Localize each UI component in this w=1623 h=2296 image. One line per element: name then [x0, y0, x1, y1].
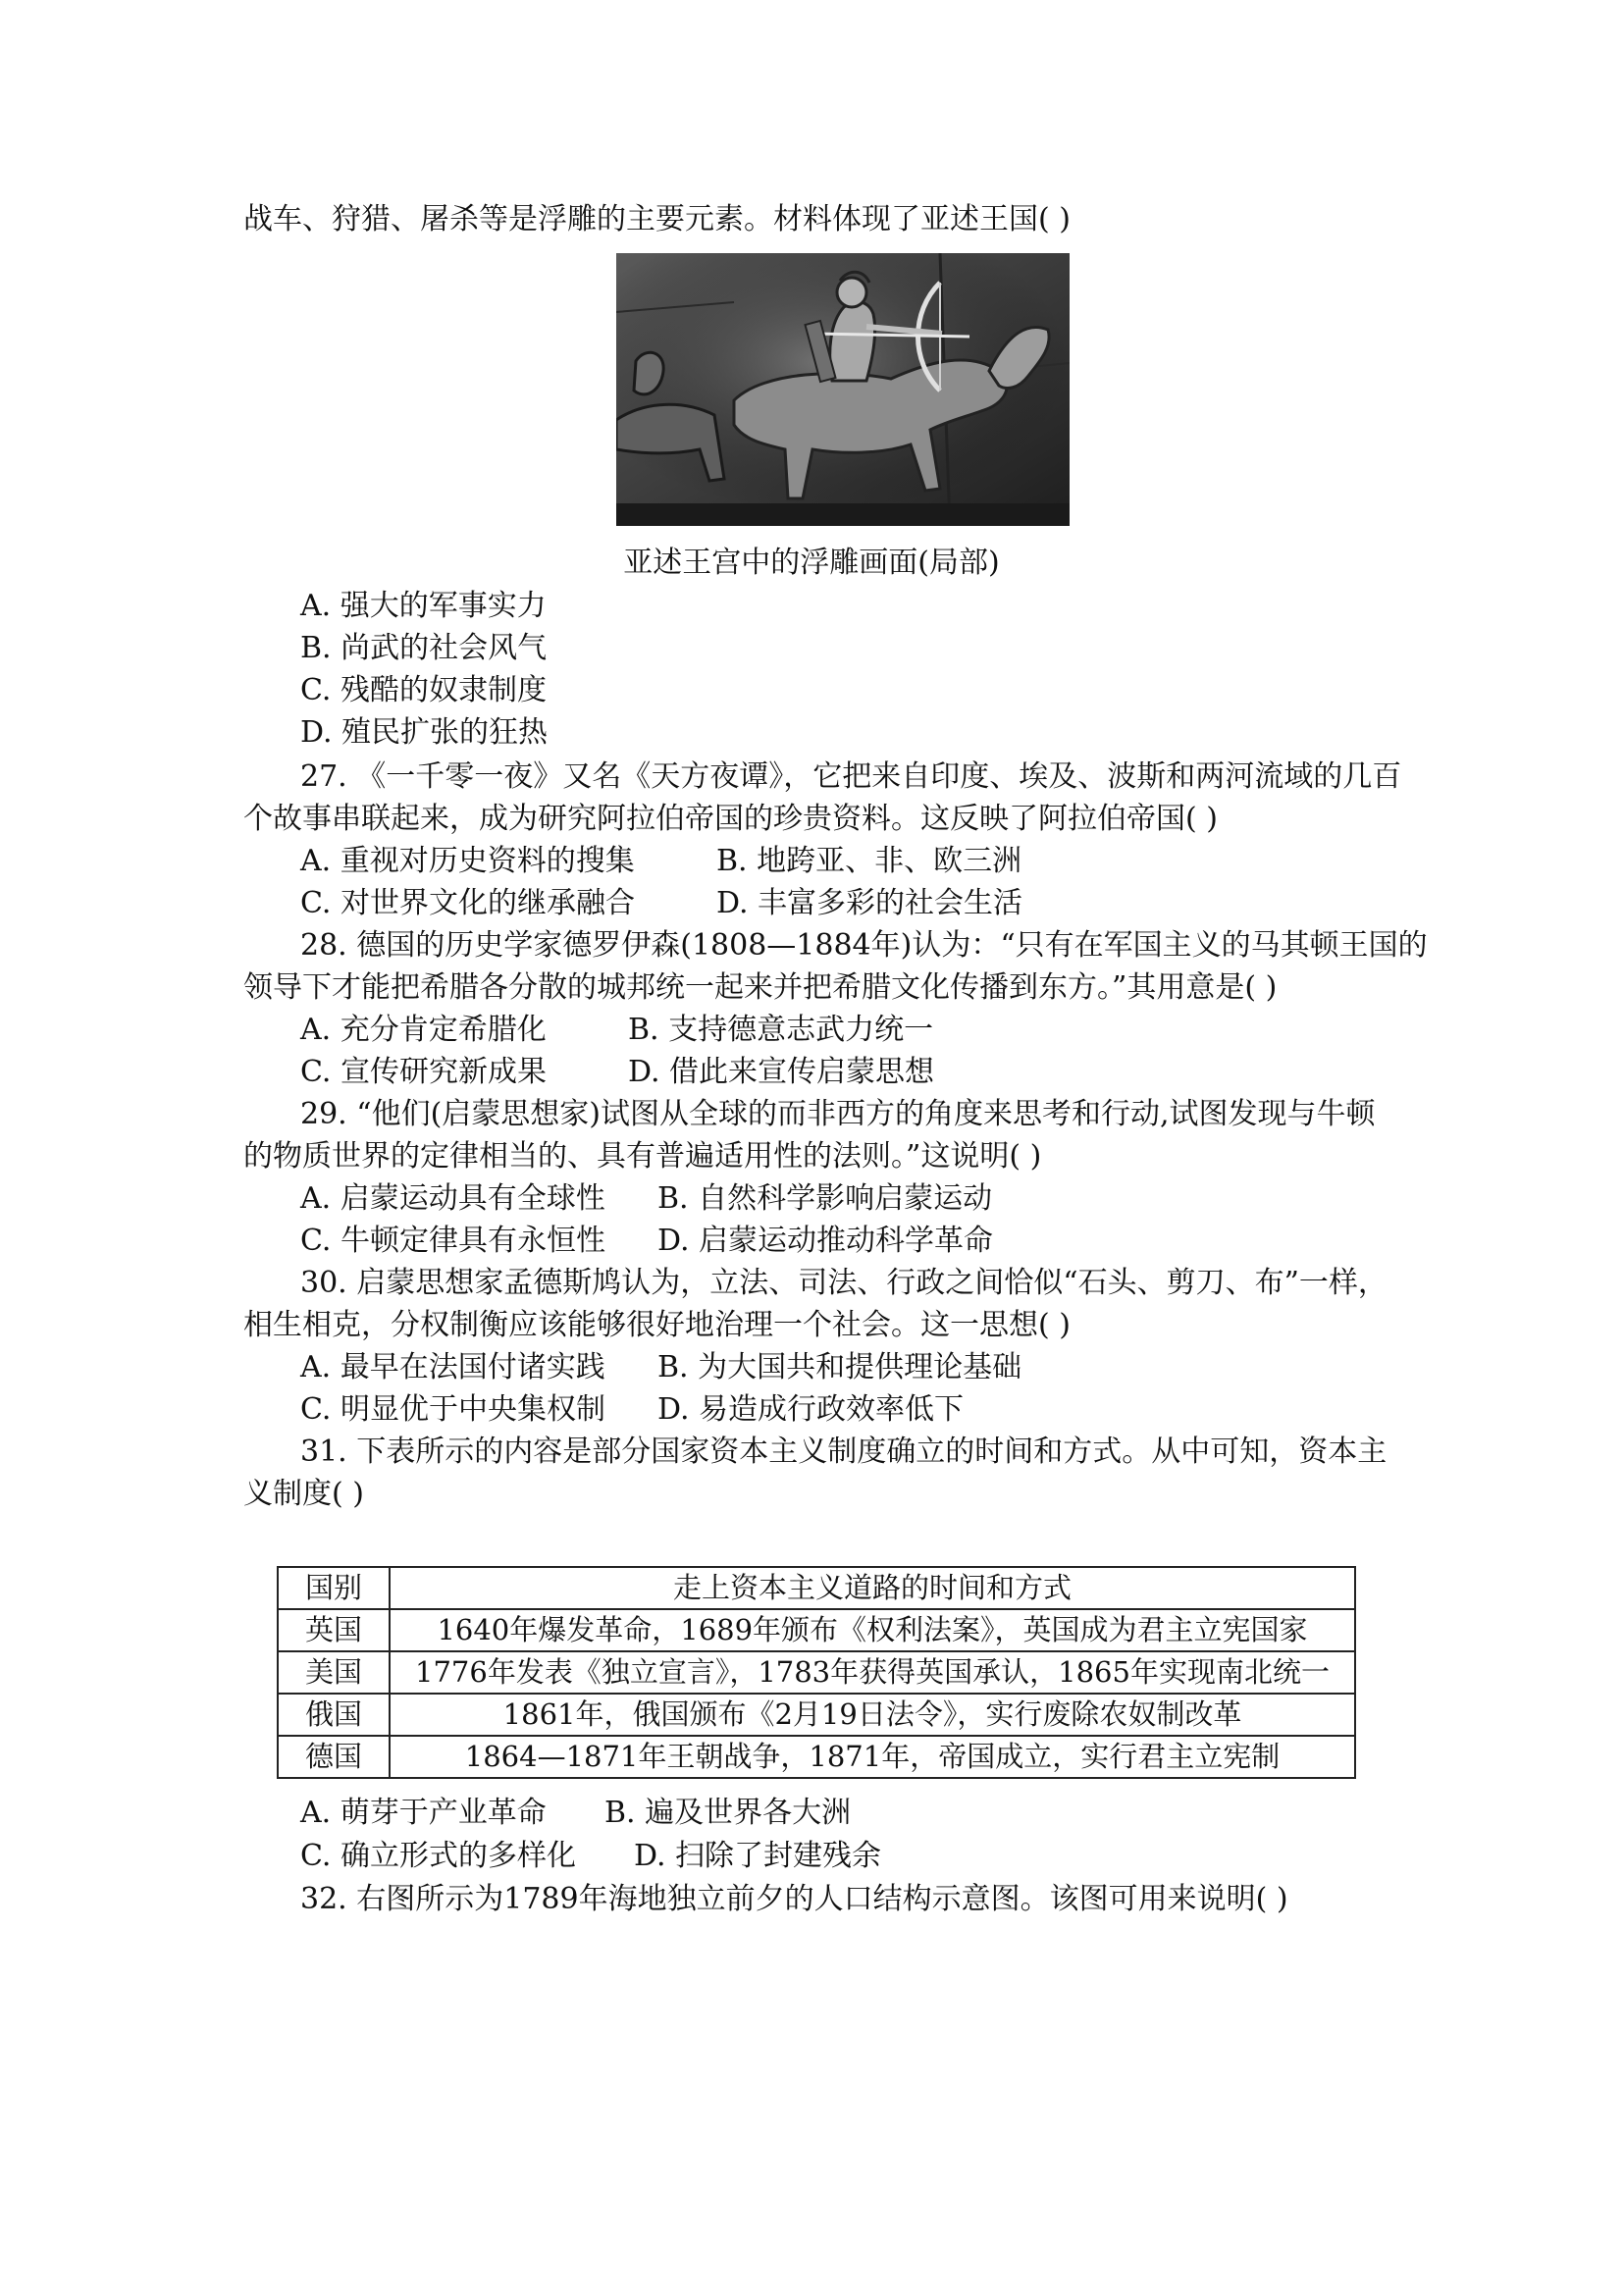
table-cell-country: 英国	[278, 1609, 390, 1651]
table-row	[278, 1736, 1355, 1778]
capitalism-table	[277, 1566, 1356, 1779]
table-header-row	[278, 1567, 1355, 1609]
q28-stem-line2: 领导下才能把希腊各分散的城邦统一起来并把希腊文化传播到东方。”其用意是( )	[243, 970, 1278, 1005]
q31-stem-line2: 义制度( )	[243, 1477, 364, 1511]
q29-option-b: B. 自然科学影响启蒙运动	[657, 1181, 993, 1216]
relief-picture	[616, 253, 1070, 526]
q27-stem-line1: 27. 《一千零一夜》又名《天方夜谭》，它把来自印度、埃及、波斯和两河流域的几百	[300, 759, 1402, 794]
table-cell-detail: 1776年发表《独立宣言》，1783年获得英国承认，1865年实现南北统一	[390, 1651, 1355, 1694]
table-cell-detail: 1861年，俄国颁布《2月19日法令》，实行废除农奴制改革	[390, 1694, 1355, 1736]
figure-caption: 亚述王宫中的浮雕画面(局部)	[623, 546, 1000, 580]
q28-option-a: A. 充分肯定希腊化	[300, 1013, 547, 1047]
table-cell-country: 德国	[278, 1736, 390, 1778]
q26-option-b: B. 尚武的社会风气	[300, 631, 548, 665]
table-header-cell: 国别	[278, 1567, 390, 1609]
q30-option-d: D. 易造成行政效率低下	[657, 1392, 965, 1427]
table-row	[278, 1651, 1355, 1694]
table-row	[278, 1694, 1355, 1736]
q29-stem-line1: 29. “他们(启蒙思想家)试图从全球的而非西方的角度来思考和行动,试图发现与牛顿	[300, 1097, 1376, 1131]
q29-option-d: D. 启蒙运动推动科学革命	[657, 1224, 994, 1258]
table-cell-country: 美国	[278, 1651, 390, 1694]
q26-option-c: C. 残酷的奴隶制度	[300, 673, 547, 707]
table-header-cell: 走上资本主义道路的时间和方式	[390, 1567, 1355, 1609]
q27-option-d: D. 丰富多彩的社会生活	[716, 886, 1023, 920]
q31-option-d: D. 扫除了封建残余	[634, 1839, 882, 1873]
q29-option-c: C. 牛顿定律具有永恒性	[300, 1224, 605, 1258]
q30-stem-line1: 30. 启蒙思想家孟德斯鸠认为，立法、司法、行政之间恰似“石头、剪刀、布”一样，	[300, 1266, 1387, 1300]
table-cell-country: 俄国	[278, 1694, 390, 1736]
q30-option-b: B. 为大国共和提供理论基础	[657, 1350, 1022, 1384]
q31-stem-line1: 31. 下表所示的内容是部分国家资本主义制度确立的时间和方式。从中可知，资本主	[300, 1435, 1387, 1469]
q27-stem-line2: 个故事串联起来，成为研究阿拉伯帝国的珍贵资料。这反映了阿拉伯帝国( )	[243, 802, 1218, 836]
q26-option-d: D. 殖民扩张的狂热	[300, 715, 549, 750]
q27-option-c: C. 对世界文化的继承融合	[300, 886, 635, 920]
q28-stem-line1: 28. 德国的历史学家德罗伊森(1808—1884年)认为：“只有在军国主义的马其顿王国的	[300, 928, 1428, 963]
q29-option-a: A. 启蒙运动具有全球性	[300, 1181, 605, 1216]
table-row	[278, 1609, 1355, 1651]
q27-option-a: A. 重视对历史资料的搜集	[300, 844, 635, 878]
table-cell-detail: 1864—1871年王朝战争，1871年，帝国成立，实行君主立宪制	[390, 1736, 1355, 1778]
q29-stem-line2: 的物质世界的定律相当的、具有普遍适用性的法则。”这说明( )	[243, 1139, 1042, 1174]
q31-option-c: C. 确立形式的多样化	[300, 1839, 576, 1873]
q28-option-b: B. 支持德意志武力统一	[628, 1013, 934, 1047]
q26-stem: 战车、狩猎、屠杀等是浮雕的主要元素。材料体现了亚述王国( )	[243, 202, 1071, 236]
q30-stem-line2: 相生相克，分权制衡应该能够很好地治理一个社会。这一思想( )	[243, 1308, 1071, 1342]
q32-stem: 32. 右图所示为1789年海地独立前夕的人口结构示意图。该图可用来说明( )	[300, 1882, 1288, 1916]
q28-option-c: C. 宣传研究新成果	[300, 1055, 547, 1089]
q27-option-b: B. 地跨亚、非、欧三洲	[716, 844, 1022, 878]
q26-option-a: A. 强大的军事实力	[300, 589, 547, 623]
q28-option-d: D. 借此来宣传启蒙思想	[628, 1055, 935, 1089]
q30-option-a: A. 最早在法国付诸实践	[300, 1350, 605, 1384]
q31-option-a: A. 萌芽于产业革命	[300, 1796, 547, 1830]
table-cell-detail: 1640年爆发革命，1689年颁布《权利法案》，英国成为君主立宪国家	[390, 1609, 1355, 1651]
q31-option-b: B. 遍及世界各大洲	[604, 1796, 852, 1830]
assyrian-relief-image	[616, 253, 1070, 526]
q30-option-c: C. 明显优于中央集权制	[300, 1392, 605, 1427]
